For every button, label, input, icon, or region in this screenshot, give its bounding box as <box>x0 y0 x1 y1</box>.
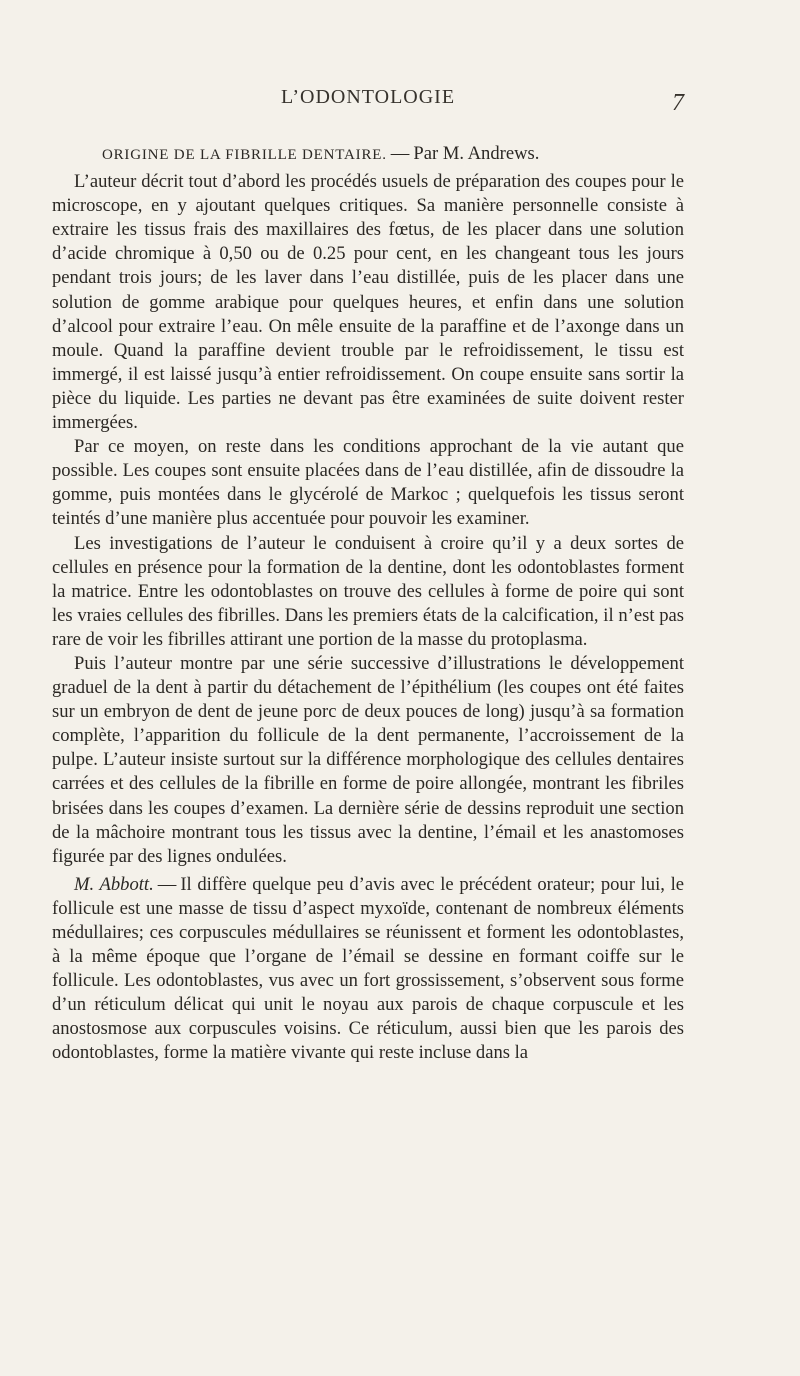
paragraph-4: Puis l’auteur montre par une série successive d’illustrations le développement graduel de la dent à partir du détachement de l’épithélium (les coupes ont été faites sur un embryon de dent de jeune porc de deux pouces de long) jusqu’à sa formation complète, l’apparition du follicule de la dent permanente, l’accroissement de la pulpe. L’auteur insiste surtout sur la différence morphologique des cellules dentaires carrées et des cellules de la fibrille en forme de poire allongée, montrant les fibriles brisées dans les coupes d’examen. La dernière série de dessins reproduit une section de la mâchoire montrant tous les tissus avec la dentine, l’émail et les anastomoses figurée par des lignes ondulées. <box>52 652 684 867</box>
speaker-dash: — <box>157 873 177 895</box>
speaker-name: M. Abbott. <box>74 873 154 895</box>
paragraph-2: Par ce moyen, on reste dans les conditions approchant de la vie autant que possible. Les coupes sont ensuite placées dans de l’eau distillée, afin de dissoudre la gomme, puis montées dans le glycérolé de Markoc ; quelquefois les tissus seront teintés d’une manière plus accentuée pour pouvoir les examiner. <box>52 436 684 530</box>
section-title: ORIGINE DE LA FIBRILLE DENTAIRE. <box>102 147 387 163</box>
abbott-text: Il diffère quelque peu d’avis avec le précédent orateur; pour lui, le follicule est une masse de tissu d’aspect myxoïde, contenant de nombreux éléments médullaires; ces corpuscules médullaires se réunissent et forment les odontoblastes, à la même époque que l’organe de l’émail se dessine en formant coiffe sur le follicule. Les odontoblastes, vus avec un fort grossissement, s’observent sous forme d’un réticulum délicat qui unit le noyau aux parois de chaque corpuscule et les anostosmose aux corpuscules voisins. Ce réticulum, aussi bien que les parois des odontoblastes, forme la matière vivante qui reste incluse dans la <box>52 873 685 1064</box>
body-text <box>52 142 684 1066</box>
page-header <box>52 86 684 109</box>
paragraph-1: L’auteur décrit tout d’abord les procédés usuels de préparation des coupes pour le microscope, en y ajoutant quelques critiques. Sa manière personnelle consiste à extraire les tissus frais des maxillaires des fœtus, de les placer dans une solution d’acide chromique à 0,50 ou de 0.25 pour cent, en les changeant tous les jours pendant trois jours; de les laver dans l’eau distillée, puis de les placer dans une solution de gomme arabique pour quelques heures, et enfin dans une solution d’alcool pour extraire l’eau. On mêle ensuite de la paraffine et de l’axonge dans un moule. Quand la paraffine devient trouble par le refroidissement, le tissu est immergé, il est laissé jusqu’à entier refroidissement. On coupe ensuite sans sortir la pièce du liquide. Les parties ne devant pas être examinées de suite doivent rester immergées. <box>52 171 684 434</box>
section-dash: — <box>390 143 410 164</box>
paragraph-abbott <box>52 873 684 1066</box>
paragraph-3: Les investigations de l’auteur le conduisent à croire qu’il y a deux sortes de cellules en présence pour la formation de la dentine, dont les odontoblastes forment la matrice. Entre les odontoblastes on trouve des cellules à forme de poire qui sont les vraies cellules des fibrilles. Dans les premiers états de la calcification, il n’est pas rare de voir les fibrilles attirant une portion de la masse du protoplasma. <box>52 532 684 650</box>
page-number: 7 <box>672 90 684 116</box>
section-heading <box>52 142 684 167</box>
running-title: L’ODONTOLOGIE <box>280 86 456 108</box>
section-byline: Par M. Andrews. <box>413 143 540 164</box>
